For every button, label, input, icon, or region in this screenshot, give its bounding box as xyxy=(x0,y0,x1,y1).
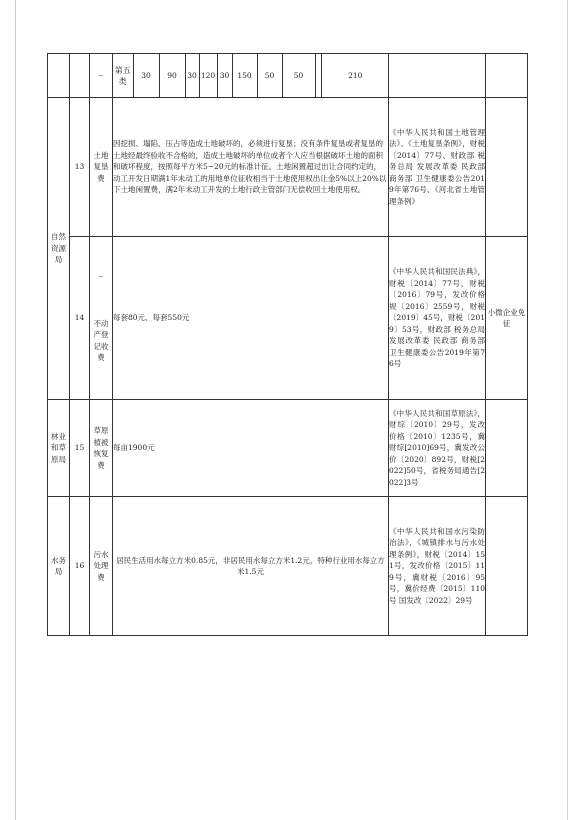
rate-value: 30 xyxy=(217,54,232,97)
table-row xyxy=(48,400,528,497)
rate-grid-cell xyxy=(113,54,389,98)
row-number: 14 xyxy=(70,237,90,400)
rate-value: 120 xyxy=(199,54,217,97)
scan-mark: ~ xyxy=(98,273,104,282)
rate-value: 50 xyxy=(282,54,315,97)
rate-grid xyxy=(113,54,389,97)
remark-cell-empty xyxy=(486,54,528,98)
dept-cell: 自然资源局 xyxy=(48,98,70,400)
rate-value: 30 xyxy=(133,54,159,97)
dept-cell: 林业和草原局 xyxy=(48,400,70,497)
scan-mark: ~ xyxy=(90,54,113,98)
table-row xyxy=(48,98,528,237)
rate-value: 50 xyxy=(257,54,282,97)
legal-basis: 《中华人民共和国土地管理法》、《土地复垦条例》，财税〔2014〕77号、财政部 税务总局 发展改革委 民政部 商务部 卫生健康委公告2019年第76号、《河北省土地管理条例》 xyxy=(389,98,486,237)
legal-basis: 《中华人民共和国草原法》，财综〔2010〕29号，发改价格〔2010〕1235号，冀财综[2010]69号，冀发改公价〔2020〕892号，财税[2022]50号，省税务局通告[2022]3号 xyxy=(389,400,486,497)
remark xyxy=(486,497,528,636)
fee-standard: 每套80元、每套550元 xyxy=(113,237,389,400)
legal-basis: 《中华人民共和国水污染防治法》，《城镇排水与污水处理条例》，财税〔2014〕151号，发改价格〔2015〕119号，冀财税〔2016〕95号，冀价经费〔2015〕110号 国发改〔2022〕29号 xyxy=(389,497,486,636)
legal-basis: 《中华人民共和国民法典》，财税〔2014〕77号，财税〔2016〕79号，发改价格规〔2016〕2559号，财税〔2019〕45号，财税〔2019〕53号，财政部 税务总局 发展改革委 民政部 商务部 卫生健康委公告2019年第76号 xyxy=(389,237,486,400)
row-number: 15 xyxy=(70,400,90,497)
rate-value: 30 xyxy=(185,54,199,97)
row-number: 13 xyxy=(70,98,90,237)
remark: 小微企业免征 xyxy=(486,237,528,400)
remark xyxy=(486,400,528,497)
fee-name: 草原植被恢复费 xyxy=(90,400,113,497)
fee-standard: 居民生活用水每立方米0.85元，非居民用水每立方米1.2元，特种行业用水每立方米1.5元 xyxy=(113,497,389,636)
page-edge-left xyxy=(15,0,16,820)
table-row xyxy=(48,237,528,400)
rate-value: 150 xyxy=(232,54,257,97)
rate-category: 第五类 xyxy=(114,65,131,86)
rate-value: 90 xyxy=(159,54,185,97)
fee-name-cell xyxy=(90,237,113,400)
num-cell-empty xyxy=(70,54,90,98)
dept-cell-empty xyxy=(48,54,70,98)
fee-name: 不动产登记收费 xyxy=(93,318,109,363)
fee-standard: 每亩1900元 xyxy=(113,400,389,497)
basis-cell-empty xyxy=(389,54,486,98)
table-row-continued xyxy=(48,54,528,98)
remark xyxy=(486,98,528,237)
page-edge-right xyxy=(567,0,568,820)
fee-table xyxy=(47,53,528,636)
fee-standard: 因挖损、塌陷、压占等造成土地破坏的，必须进行复垦；没有条件复垦或者复垦的土地经最终验收不合格的，造成土地破坏的单位或者个人应当根据破坏土地的面积和破坏程度，按照每平方米5~20元的标准计征。土地闲置超过出让合同约定的，动工开发日期满1年未动工的用地单位征收相当于土地使用权出让金5%以上20%以下土地闲置费，满2年未动工开发的土地行政主管部门无偿收回土地使用权。 xyxy=(113,98,389,237)
row-number: 16 xyxy=(70,497,90,636)
table-row xyxy=(48,497,528,636)
fee-name: 土地复垦费 xyxy=(90,98,113,237)
dept-cell: 水务局 xyxy=(48,497,70,636)
fee-name: 污水处理费 xyxy=(90,497,113,636)
rate-value: 210 xyxy=(321,54,389,97)
